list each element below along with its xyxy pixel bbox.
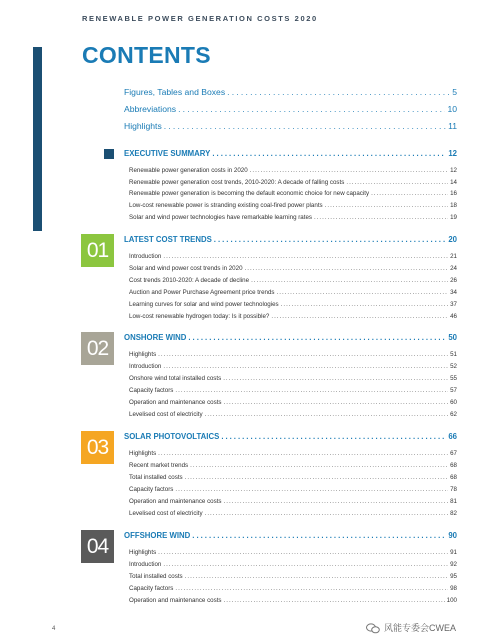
toc-subentry[interactable]: Operation and maintenance costs ..... 100 xyxy=(129,597,457,604)
section-solar-photovoltaics[interactable] xyxy=(124,432,457,441)
toc-subentry[interactable]: Highlights ..... 67 xyxy=(129,450,457,457)
toc-subentry[interactable]: Renewable power generation cost trends, 2010-2020: A decade of falling costs ..... 14 xyxy=(129,179,457,186)
page-number: 4 xyxy=(52,626,56,632)
toc-entry-page: 11 xyxy=(448,121,457,131)
section-title: LATEST COST TRENDS xyxy=(124,235,212,244)
toc-entry-page: 5 xyxy=(452,87,457,97)
toc-entry-page: 10 xyxy=(447,104,457,114)
section-title: ONSHORE WIND xyxy=(124,333,187,342)
section-title: OFFSHORE WIND xyxy=(124,531,191,540)
section-number-badge: 01 xyxy=(81,234,114,267)
toc-subentry[interactable]: Levelised cost of electricity ..... 82 xyxy=(129,510,457,517)
toc-subentry[interactable]: Capacity factors ..... 98 xyxy=(129,585,457,592)
toc-subentry[interactable]: Operation and maintenance costs ..... 81 xyxy=(129,498,457,505)
section-title: EXECUTIVE SUMMARY xyxy=(124,149,211,158)
toc-subentry[interactable]: Levelised cost of electricity ..... 62 xyxy=(129,411,457,418)
section-latest-cost-trends[interactable] xyxy=(124,235,457,244)
left-accent-bar xyxy=(33,47,42,231)
section-page: 50 xyxy=(448,333,457,342)
toc-subentry[interactable]: Solar and wind power technologies have remarkable learning rates ..... 19 xyxy=(129,214,457,221)
toc-entry-label: Abbreviations xyxy=(124,104,177,114)
wechat-icon xyxy=(366,623,380,633)
toc-subentry[interactable]: Introduction ..... 52 xyxy=(129,363,457,370)
toc-subentry[interactable]: Capacity factors ..... 78 xyxy=(129,486,457,493)
running-header: RENEWABLE POWER GENERATION COSTS 2020 xyxy=(82,14,318,23)
toc-subentry[interactable]: Solar and wind power cost trends in 2020 ..... 24 xyxy=(129,265,457,272)
watermark xyxy=(366,621,456,634)
toc-subentry[interactable]: Introduction ..... 92 xyxy=(129,561,457,568)
toc-subentry[interactable]: Operation and maintenance costs ..... 60 xyxy=(129,399,457,406)
section-page: 12 xyxy=(448,149,457,158)
section-onshore-wind[interactable] xyxy=(124,333,457,342)
toc-subentry[interactable]: Total installed costs ..... 95 xyxy=(129,573,457,580)
section-page: 20 xyxy=(448,235,457,244)
toc-subentry[interactable]: Introduction ..... 21 xyxy=(129,253,457,260)
watermark-text: 风能专委会CWEA xyxy=(384,623,457,633)
toc-subentry[interactable]: Cost trends 2010-2020: A decade of decline ..... 26 xyxy=(129,277,457,284)
toc-subentry[interactable]: Low-cost renewable hydrogen today: Is it possible? ..... 46 xyxy=(129,313,457,320)
toc-subentry[interactable]: Auction and Power Purchase Agreement price trends ..... 34 xyxy=(129,289,457,296)
toc-entry-label: Figures, Tables and Boxes xyxy=(124,87,226,97)
toc-subentry[interactable]: Highlights ..... 91 xyxy=(129,549,457,556)
section-executive-summary[interactable] xyxy=(124,149,457,158)
toc-entry-figures[interactable] xyxy=(124,87,457,97)
toc-subentry[interactable]: Renewable power generation is becoming the default economic choice for new capacity ..... 16 xyxy=(129,190,457,197)
toc-subentry[interactable]: Total installed costs ..... 68 xyxy=(129,474,457,481)
section-number-badge: 02 xyxy=(81,332,114,365)
section-number-badge: 03 xyxy=(81,431,114,464)
toc-entry-highlights[interactable] xyxy=(124,121,457,131)
toc-subentry[interactable]: Highlights ..... 51 xyxy=(129,351,457,358)
toc-subentry[interactable]: Low-cost renewable power is stranding existing coal-fired power plants ..... 18 xyxy=(129,202,457,209)
toc-entry-abbreviations[interactable] xyxy=(124,104,457,114)
section-number-badge: 04 xyxy=(81,530,114,563)
toc-entry-label: Highlights xyxy=(124,121,162,131)
section-page: 90 xyxy=(448,531,457,540)
section-page: 66 xyxy=(448,432,457,441)
toc-subentry[interactable]: Learning curves for solar and wind power technologies ..... 37 xyxy=(129,301,457,308)
toc-subentry[interactable]: Capacity factors ..... 57 xyxy=(129,387,457,394)
toc-subentry[interactable]: Onshore wind total installed costs ..... 55 xyxy=(129,375,457,382)
section-marker-square xyxy=(104,149,114,159)
section-title: SOLAR PHOTOVOLTAICS xyxy=(124,432,220,441)
toc-subentry[interactable]: Recent market trends ..... 68 xyxy=(129,462,457,469)
section-offshore-wind[interactable] xyxy=(124,531,457,540)
page-title: CONTENTS xyxy=(82,42,211,68)
toc-subentry[interactable]: Renewable power generation costs in 2020 ..... 12 xyxy=(129,167,457,174)
